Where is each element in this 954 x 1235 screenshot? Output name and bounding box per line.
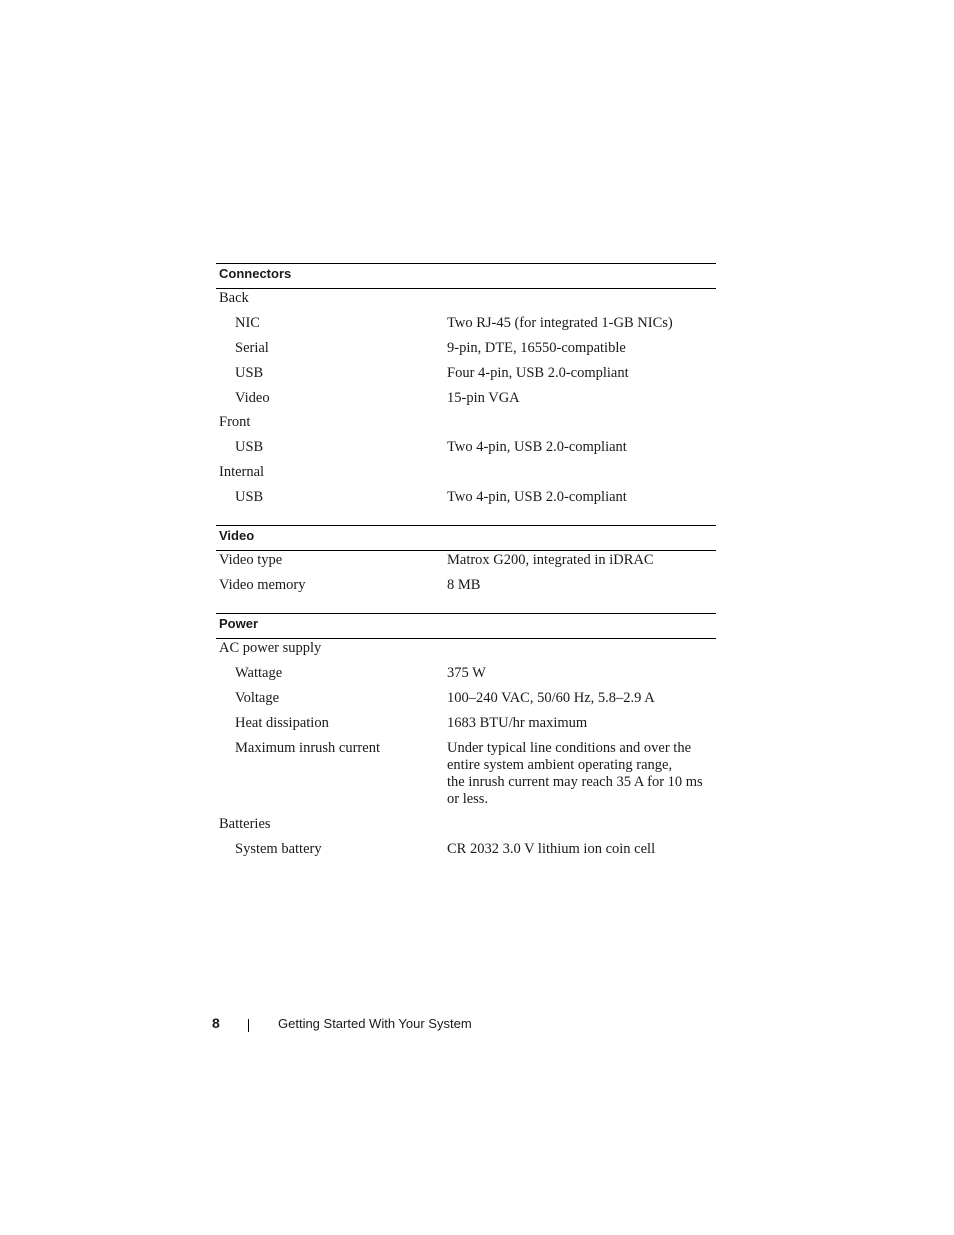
connectors-section [216, 263, 716, 513]
row-value: CR 2032 3.0 V lithium ion coin cell [447, 841, 656, 857]
row-value-line: entire system ambient operating range, [447, 757, 673, 773]
row-value: Four 4-pin, USB 2.0-compliant [447, 365, 629, 381]
section-header [216, 263, 716, 289]
row-value: Two 4-pin, USB 2.0-compliant [447, 439, 627, 455]
row-value: Matrox G200, integrated in iDRAC [447, 552, 654, 568]
row-label: Heat dissipation [235, 715, 329, 731]
row-value-line: the inrush current may reach 35 A for 10 ms [447, 774, 703, 790]
row-value: 100–240 VAC, 50/60 Hz, 5.8–2.9 A [447, 690, 655, 706]
section-title: Power [219, 616, 259, 631]
row-value: Two 4-pin, USB 2.0-compliant [447, 489, 627, 505]
section-header [216, 525, 716, 551]
row-label: AC power supply [219, 640, 322, 656]
row-value: 9-pin, DTE, 16550-compatible [447, 340, 626, 356]
video-section [216, 525, 716, 600]
row-value: 8 MB [447, 577, 481, 593]
row-label: Internal [219, 464, 265, 480]
row-label: USB [235, 489, 264, 505]
row-label: USB [235, 365, 264, 381]
row-value: 375 W [447, 665, 486, 681]
row-label: Wattage [235, 665, 283, 681]
row-label: Video [235, 390, 270, 406]
section-title: Video [219, 528, 255, 543]
row-label: USB [235, 439, 264, 455]
row-label: Voltage [235, 690, 280, 706]
row-value-multiline [447, 740, 709, 808]
section-header [216, 613, 716, 639]
row-value: 1683 BTU/hr maximum [447, 715, 588, 731]
row-label: Batteries [219, 816, 271, 832]
row-value: 15-pin VGA [447, 390, 520, 406]
row-label: NIC [235, 315, 260, 331]
row-label: Serial [235, 340, 269, 356]
row-label: Video memory [219, 577, 306, 593]
row-label: Back [219, 290, 249, 306]
row-label: Maximum inrush current [235, 740, 380, 756]
row-label: System battery [235, 841, 322, 857]
footer-title: Getting Started With Your System [278, 1016, 472, 1031]
row-value: Two RJ-45 (for integrated 1-GB NICs) [447, 315, 673, 331]
row-label: Front [219, 414, 251, 430]
power-section [216, 613, 716, 863]
row-value-line: or less. [447, 791, 489, 807]
section-title: Connectors [219, 266, 292, 281]
row-label: Video type [219, 552, 283, 568]
row-value-line: Under typical line conditions and over the [447, 740, 692, 756]
footer-separator [248, 1019, 249, 1032]
page-number: 8 [212, 1015, 220, 1031]
